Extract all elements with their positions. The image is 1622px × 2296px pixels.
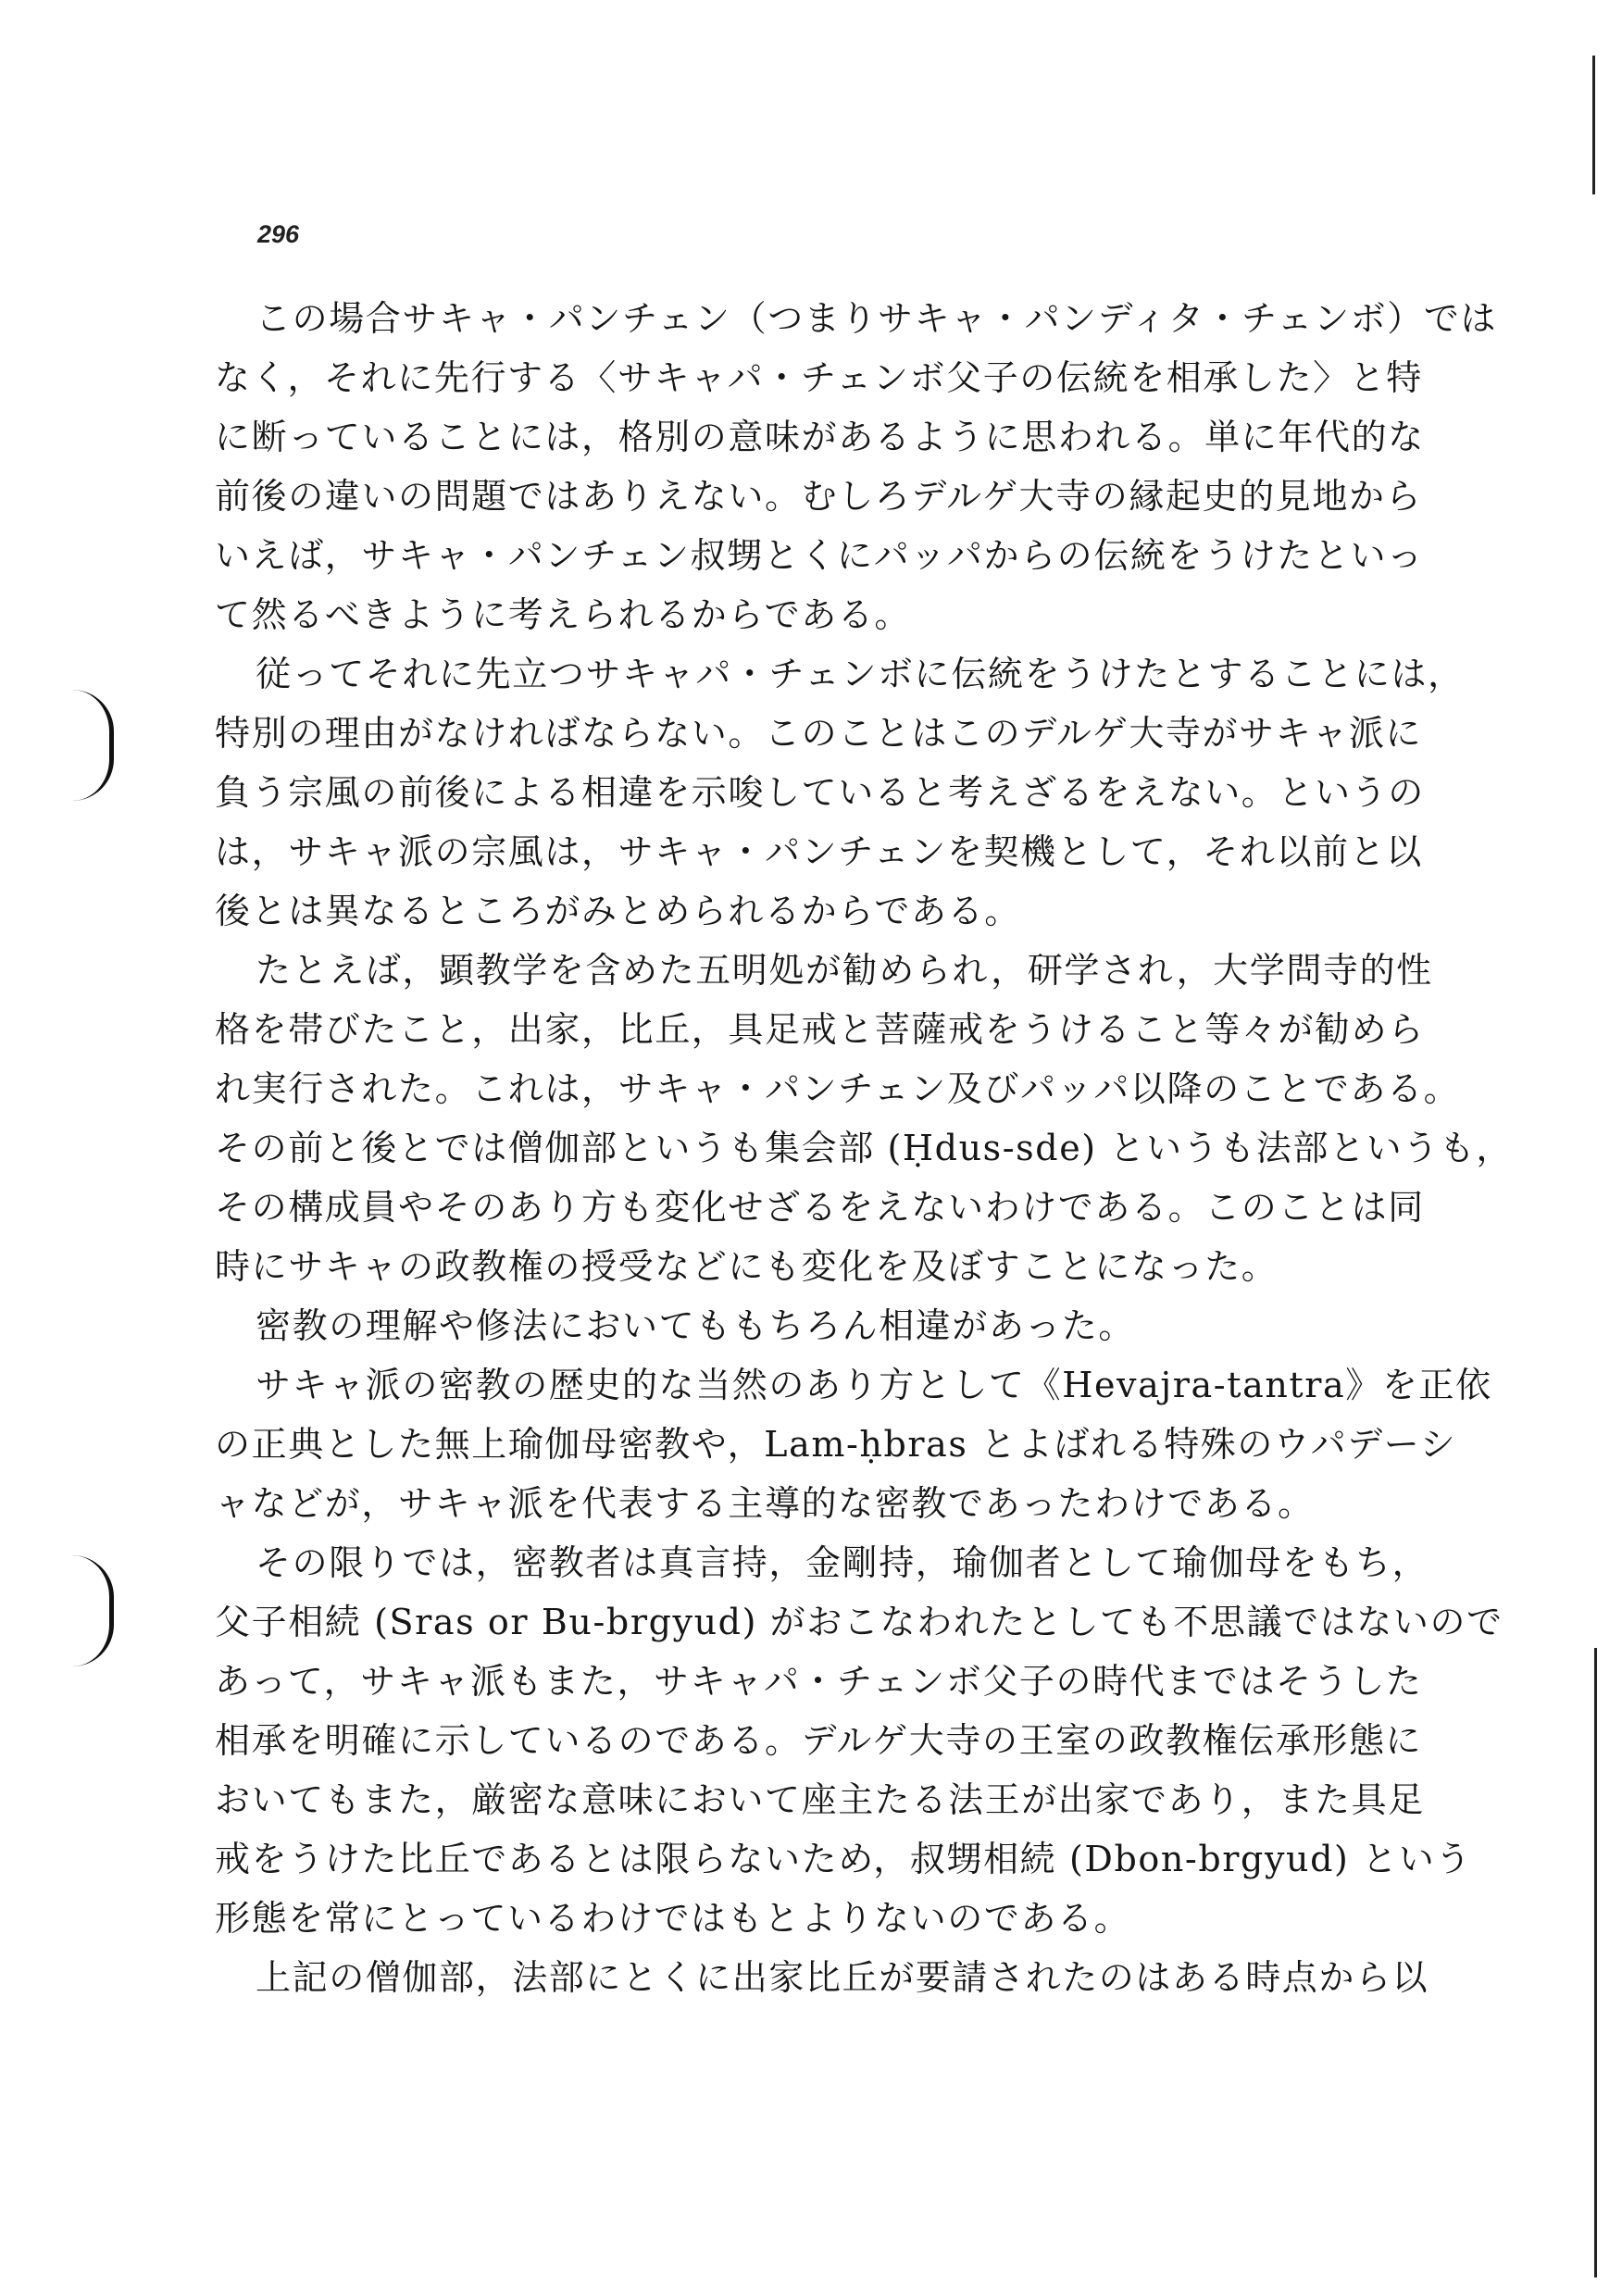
text-line: 相承を明確に示しているのである。デルゲ大寺の王室の政教権伝承形態に (215, 1720, 1423, 1761)
text-line: その前と後とでは僧伽部というも集会部 (Ḥdus-sde) というも法部というも， (215, 1128, 1514, 1168)
text-line: 従ってそれに先立つサキャパ・チェンボに伝統をうけたとすることには， (256, 654, 1465, 694)
text-line: いえば，サキャ・パンチェン叔甥とくにパッパからの伝統をうけたといっ (215, 535, 1424, 576)
text-line: て然るべきように考えられるからである。 (215, 594, 912, 635)
text-line: 上記の僧伽部，法部にとくに出家比丘が要請されたのはある時点から以 (256, 1957, 1429, 1998)
binding-hole-mark (72, 690, 114, 801)
text-line: の正典とした無上瑜伽母密教や，Lam-ḥbras とよばれる特殊のウパデーシ (215, 1424, 1457, 1465)
text-line: おいてもまた，厳密な意味において座主たる法王が出家であり，また具足 (215, 1779, 1425, 1820)
body-text (215, 289, 1514, 2007)
text-line: その限りでは，密教者は真言持，金剛持，瑜伽者として瑜伽母をもち， (256, 1542, 1429, 1583)
text-line: この場合サキャ・パンチェン（つまりサキャ・パンディタ・チェンボ）では (256, 298, 1498, 339)
text-line: 前後の違いの問題ではありえない。むしろデルゲ大寺の縁起史的見地から (215, 476, 1423, 517)
text-line: 特別の理由がなければならない。このことはこのデルゲ大寺がサキャ派に (215, 713, 1423, 754)
text-line: 父子相続 (Sras or Bu-brgyud) がおこなわれたとしても不思議ではないので (215, 1602, 1503, 1642)
text-line: 戒をうけた比丘であるとは限らないため，叔甥相続 (Dbon-brgyud) という (215, 1839, 1472, 1879)
text-line: 形態を常にとっているわけではもとよりないのである。 (215, 1898, 1131, 1939)
text-line: に断っていることには，格別の意味があるように思われる。単に年代的な (215, 417, 1425, 457)
text-line: 後とは異なるところがみとめられるからである。 (215, 891, 1021, 931)
text-line: たとえば，顕教学を含めた五明処が勧められ，研学され，大学問寺的性 (256, 950, 1433, 991)
text-line: あって，サキャ派もまた，サキャパ・チェンボ父子の時代まではそうした (215, 1661, 1423, 1702)
scan-edge-line (1592, 56, 1595, 194)
binding-hole-mark (72, 1555, 114, 1666)
text-line: 負う宗風の前後による相違を示唆していると考えざるをえない。というの (215, 772, 1425, 813)
page-number: 296 (257, 220, 300, 248)
text-line: サキャ派の密教の歴史的な当然のあり方として《Hevajra-tantra》を正依 (256, 1365, 1492, 1405)
text-line: なく，それに先行する〈サキャパ・チェンボ父子の伝統を相承した〉と特 (215, 357, 1423, 398)
text-line: は，サキャ派の宗風は，サキャ・パンチェンを契機として，それ以前と以 (215, 831, 1423, 872)
text-line: 時にサキャの政教権の授受などにも変化を及ぼすことになった。 (215, 1246, 1279, 1287)
text-line: 密教の理解や修法においてももちろん相違があった。 (256, 1305, 1136, 1346)
text-line: その構成員やそのあり方も変化せざるをえないわけである。このことは同 (215, 1187, 1425, 1228)
text-line: ャなどが，サキャ派を代表する主導的な密教であったわけである。 (215, 1483, 1315, 1524)
text-line: 格を帯びたこと，出家，比丘，具足戒と菩薩戒をうけること等々が勧めら (215, 1009, 1425, 1050)
scan-edge-line (1594, 1648, 1597, 2277)
text-line: れ実行された。これは，サキャ・パンチェン及びパッパ以降のことである。 (215, 1068, 1461, 1109)
